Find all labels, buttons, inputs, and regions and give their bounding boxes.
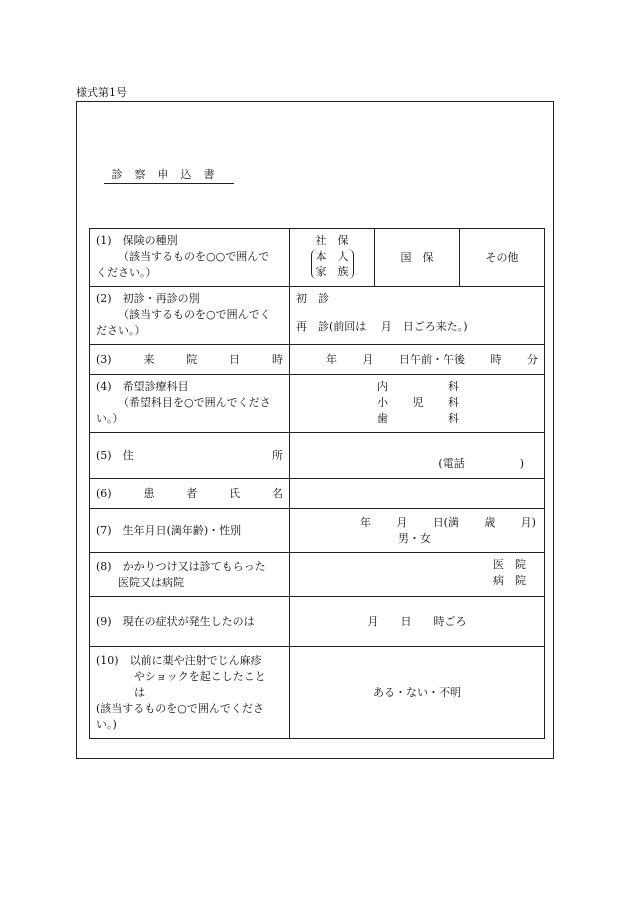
form-title: 診察申込書 [104, 166, 234, 184]
insurance-label-cell: (1) 保険の種別 （該当するものを○○で囲んで ください。） [90, 229, 290, 287]
sex-options[interactable]: 男・女 [398, 532, 431, 545]
sonota-cell[interactable]: その他 [460, 229, 545, 287]
row-visit-type [90, 287, 545, 345]
dept-naika[interactable]: 内 科 [377, 380, 459, 393]
dept-shonika[interactable]: 小 児 科 [377, 396, 459, 409]
iin-option[interactable]: 医 院 [493, 558, 526, 571]
row-address [90, 433, 545, 479]
birthdate-label-cell: (7) 生年月日(満年齢)・性別 [90, 509, 290, 553]
clinic-label-cell: (8) かかりつけ又は診てもらった 医院又は病院 [90, 553, 290, 597]
phone-field[interactable]: (電話 ) [438, 457, 524, 470]
clinic-value-cell[interactable] [290, 553, 545, 597]
shaho-brace [311, 249, 354, 279]
shaho-cell[interactable]: 社 保 本 人 家 族 [290, 229, 375, 287]
row-patient-name [90, 479, 545, 509]
birthdate-value-cell[interactable]: 年 月 日(満 歳 月) 男・女 [290, 509, 545, 553]
dept-shika[interactable]: 歯 科 [377, 412, 459, 425]
row-department [90, 375, 545, 433]
byoin-option[interactable]: 病 院 [493, 574, 526, 587]
visit-type-label-cell: (2) 初診・再診の別 （該当するものを○で囲んでく ださい。） [90, 287, 290, 345]
symptom-onset-label-cell: (9) 現在の症状が発生したのは [90, 597, 290, 647]
row-symptom-onset [90, 597, 545, 647]
form-id: 様式第1号 [76, 86, 127, 99]
patient-name-label-cell: (6) 患 者 氏 名 [90, 479, 290, 509]
address-label-cell: (5) 住 所 [90, 433, 290, 479]
symptom-onset-value-cell[interactable]: 月 日 時ごろ [290, 597, 545, 647]
visit-datetime-label-cell: (3) 来 院 日 時 [90, 345, 290, 375]
department-label-cell: (4) 希望診療科目 （希望科目を○で囲んでくださ い。） [90, 375, 290, 433]
application-table [89, 228, 545, 739]
row-birthdate [90, 509, 545, 553]
row-allergy-history [90, 647, 545, 739]
visit-type-value-cell[interactable] [290, 287, 545, 345]
saishin-option[interactable]: 再 診(前回は 月 日ごろ来た。) [296, 320, 468, 333]
allergy-value-cell[interactable]: ある・ない・不明 [290, 647, 545, 739]
row-clinic [90, 553, 545, 597]
visit-datetime-value-cell[interactable]: 年 月 日午前・午後 時 分 [290, 345, 545, 375]
kokuho-cell[interactable]: 国 保 [375, 229, 460, 287]
patient-name-value-cell[interactable] [290, 479, 545, 509]
address-value-cell[interactable] [290, 433, 545, 479]
allergy-label-cell: (10) 以前に薬や注射でじん麻疹 やショックを起こしたこと は (該当するものを○で囲んでくださ い。) [90, 647, 290, 739]
kazoku: 家 族 [315, 265, 349, 278]
shoshin-option[interactable]: 初 診 [296, 292, 329, 305]
row-visit-datetime [90, 345, 545, 375]
honnin: 本 人 [315, 250, 349, 263]
department-value-cell[interactable] [290, 375, 545, 433]
row-insurance-type [90, 229, 545, 287]
